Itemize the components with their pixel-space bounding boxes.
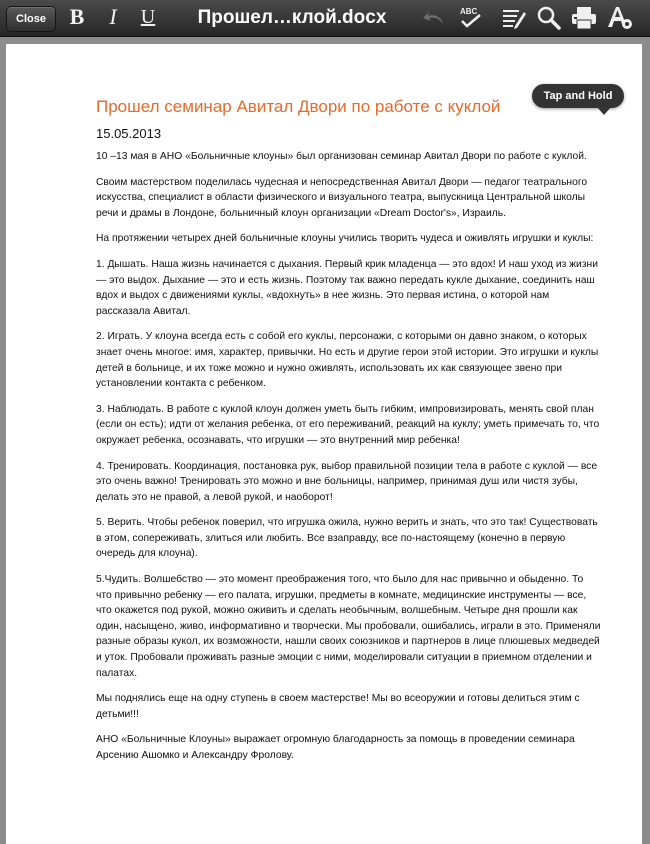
document-content [96,96,601,774]
print-icon[interactable] [570,4,598,32]
tap-and-hold-tooltip: Tap and Hold [532,84,624,108]
paragraph: 1. Дышать. Наша жизнь начинается с дыхания. Первый крик младенца — это вдох! И наш уход из жизни — это выдох. Дыхание — это и есть жизнь. Поэтому так важно передать кукле дыхание, соединить наш вдох и выдох с движениями куклы, «вдохнуть» в нее жизнь. Это первая истина, о которой нам рассказала Авитал. [96,258,598,317]
top-toolbar [0,0,650,37]
italic-button[interactable]: I [109,4,117,29]
document-heading: Прошел семинар Авитал Двори по работе с куклой [96,97,501,116]
paragraph: 4. Тренировать. Координация, постановка рук, выбор правильной позиции тела в работе с куклой — все это очень важно! Тренировать это можно и вне больницы, например, принимая душ или чистя зубы, делать это не правой, а левой рукой, и наоборот! [96,460,598,503]
paragraph: Своим мастерством поделилась чудесная и непосредственная Авитал Двори — педагог театрального искусства, специалист в области физического и визуального театра, выпускница Центральной школы речи и драмы в Лондоне, больничный клоун организации «Dream Doctor's», Израиль. [96,176,588,219]
underline-button[interactable]: U [140,5,156,28]
close-button[interactable]: Close [6,6,56,32]
paragraph: 5.Чудить. Волшебство — это момент преображения того, что было для нас привычно и обыденно. То что привычно ребенку — его палата, игрушки, предметы в комнате, медицинские инструменты — все, что окажется под рукой, можно оживить и сделать необычным, волшебным. Четыре дня прошли как один, насыщено, живо, информативно и творчески. Мы пробовали, ошибались, играли в это. Применяли разные образы кукол, их возможности, нашли своих союзников и партнеров в лице плюшевых медведей и уток. Пробовали проживать разные эмоции с ними, моделировали ситуации в приемном отделении и палатах. [96,574,601,679]
format-list-icon[interactable] [500,4,528,32]
paragraph: 5. Верить. Чтобы ребенок поверил, что игрушка ожила, нужно верить и знать, что это так! Существовать в этом, сопереживать, злиться или любить. Все взаправду, все по-настоящему (конечно в первую очередь для клоуна). [96,517,598,560]
document-title: Прошел…клой.docx [197,7,387,28]
bold-button[interactable]: B [69,4,85,29]
document-date: 15.05.2013 [96,126,162,141]
paragraph: 2. Играть. У клоуна всегда есть с собой его куклы, персонажи, с которыми он давно знаком, о которых знает очень многое: имя, характер, привычки. Но есть и другие герои этой истории. Это игрушки и куклы детей в больнице, и их тоже можно и нужно оживлять, использовать их как связующее звено при установлении контакта с ребенком. [96,331,599,390]
undo-icon[interactable] [420,4,448,32]
paragraph: Мы поднялись еще на одну ступень в своем мастерстве! Мы во всеоружии и готовы делиться этим с детьми!!! [96,693,580,720]
spellcheck-label: ABC [460,7,478,16]
spellcheck-icon[interactable] [458,4,486,32]
paragraph: На протяжении четырех дней больничные клоуны учились творить чудеса и оживлять игрушки и куклы: [96,233,594,245]
paragraph: 10 –13 мая в АНО «Больничные клоуны» был организован семинар Авитал Двори по работе с куклой. [96,151,587,162]
paragraph: АНО «Больничные Клоуны» выражает огромную благодарность за помощь в проведении семинара Арсению Ашомко и Александру Фролову. [96,734,575,761]
paragraph: 3. Наблюдать. В работе с куклой клоун должен уметь быть гибким, импровизировать, менять свой план (если он есть); идти от желания ребенка, от его переживаний, реакций на куклу; уметь примечать то, что окружает ребенка, осознавать, что игрушки — это внутренний мир ребенка! [96,403,600,446]
font-settings-icon[interactable] [606,4,634,32]
search-icon[interactable] [535,4,563,32]
